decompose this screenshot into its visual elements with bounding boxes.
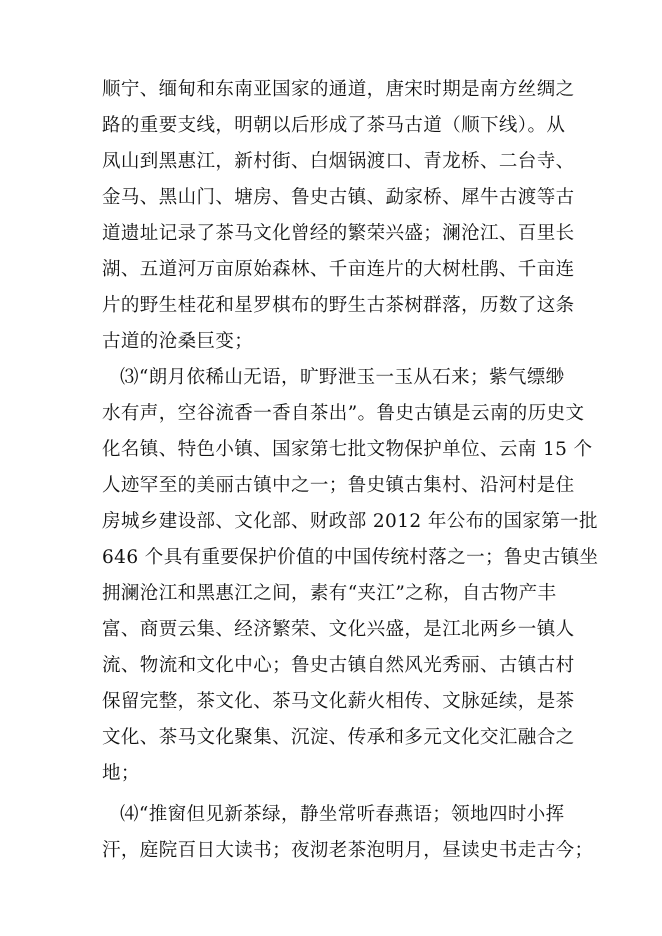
text-line: 房城乡建设部、文化部、财政部 2012 年公布的国家第一批 — [102, 511, 598, 532]
text-line: 地； — [102, 763, 140, 784]
text-line: 流、物流和文化中心；鲁史古镇自然风光秀丽、古镇古村 — [102, 655, 575, 676]
text-line: 路的重要支线，明朝以后形成了茶马古道（顺下线）。从 — [102, 115, 566, 136]
text-line: 湖、五道河万亩原始森林、千亩连片的大树杜鹃、千亩连 — [102, 259, 575, 280]
text-line: 646 个具有重要保护价值的中国传统村落之一；鲁史古镇坐 — [102, 547, 599, 568]
text-line: 道遗址记录了茶马文化曾经的繁荣兴盛；澜沧江、百里长 — [102, 223, 575, 244]
text-line: 富、商贾云集、经济繁荣、文化兴盛，是江北两乡一镇人 — [102, 619, 575, 640]
text-line: 片的野生桂花和星罗棋布的野生古茶树群落，历数了这条 — [102, 295, 575, 316]
text-line: 古道的沧桑巨变； — [102, 331, 254, 352]
text-line: 人迹罕至的美丽古镇中之一；鲁史镇古集村、沿河村是住 — [102, 475, 575, 496]
text-line: 凤山到黑惠江，新村街、白烟锅渡口、青龙桥、二台寺、 — [102, 151, 575, 172]
text-line: 汗，庭院百日大读书；夜沏老茶泡明月，昼读史书走古今； — [102, 840, 594, 861]
text-line: 化名镇、特色小镇、国家第七批文物保护单位、云南 15 个 — [102, 439, 593, 460]
text-line: 水有声，空谷流香一香自茶出”。鲁史古镇是云南的历史文 — [102, 403, 585, 424]
text-line: 金马、黑山门、塘房、鲁史古镇、勐家桥、犀牛古渡等古 — [102, 187, 575, 208]
text-line: 拥澜沧江和黑惠江之间，素有“夹江”之称，自古物产丰 — [102, 583, 557, 604]
text-line: ⑶“朗月依稀山无语，旷野泄玉一玉从石来；紫气缥缈 — [120, 367, 565, 388]
text-line: 文化、茶马文化聚集、沉淀、传承和多元文化交汇融合之 — [102, 727, 575, 748]
text-line: 保留完整，茶文化、茶马文化薪火相传、文脉延续，是茶 — [102, 691, 575, 712]
text-line: ⑷“推窗但见新茶绿，静坐常听春燕语；领地四时小挥 — [120, 804, 565, 825]
text-line: 顺宁、缅甸和东南亚国家的通道，唐宋时期是南方丝绸之 — [102, 79, 575, 100]
